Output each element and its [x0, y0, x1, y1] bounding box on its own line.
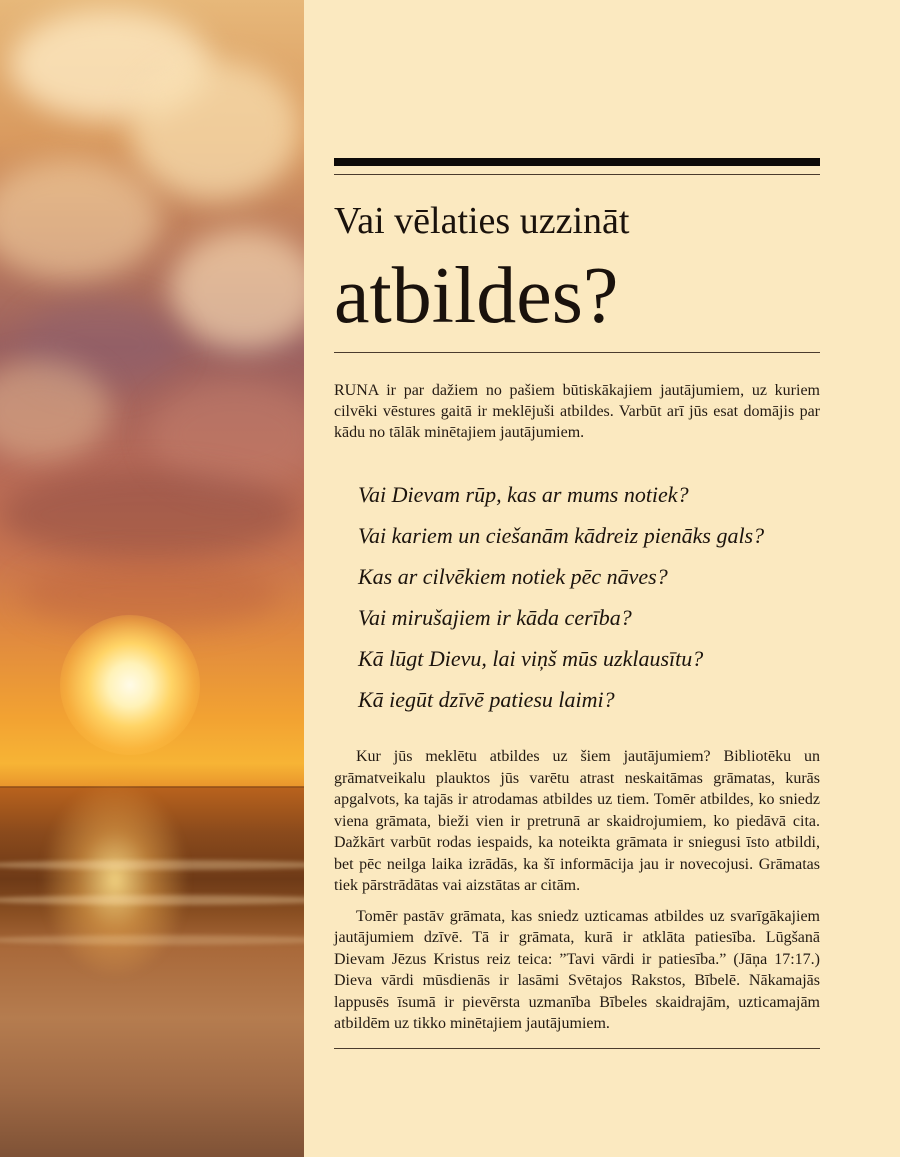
cloud [130, 60, 300, 200]
cloud [0, 160, 160, 280]
question-item: Vai Dievam rūp, kas ar mums notiek? [358, 482, 689, 507]
cloud [170, 230, 304, 350]
question-item: Kā lūgt Dievu, lai viņš mūs uzklausītu? [358, 646, 704, 671]
body-text [334, 746, 820, 1044]
top-thick-rule [334, 158, 820, 166]
wave [0, 935, 304, 945]
question-list [358, 474, 828, 720]
title-line-1: Vai vēlaties uzzināt [334, 200, 630, 242]
wave [0, 895, 304, 905]
intro-paragraph: RUNA ir par dažiem no pašiem būtiskākajiem jautājumiem, uz kuriem cilvēki vēstures gaitā ir meklējuši atbildes. Varbūt arī jūs esat domājis par kādu no tālāk minētajiem jautājumiem. [334, 382, 820, 441]
title-line-2: atbildes? [334, 252, 619, 340]
title-divider [334, 352, 820, 353]
body-paragraph: Tomēr pastāv grāmata, kas sniedz uzticamas atbildes uz svarīgākajiem jautājumiem dzīvē. Tā ir grāmata, kurā ir atklāta patiesība. Lūgšanā Dievam Jēzus Kristus reiz teica: ”Tavi vārdi ir patiesība.” (Jāņa 17:17.) Dieva vārdi mūsdienās ir lasāmi Svētajos Rakstos, Bībelē. Nākamajās lappusēs īsumā ir pievērsta uzmanība Bībeles skaidrajām, uzticamajām atbildēm uz tikko minētajiem jautājumiem. [334, 907, 820, 1032]
sunset-beach-photo [0, 0, 304, 1157]
sun [60, 615, 200, 755]
top-thin-rule [334, 174, 820, 175]
question-item: Kā iegūt dzīvē patiesu laimi? [358, 687, 615, 712]
sun-reflection [40, 780, 190, 980]
wave [0, 860, 304, 870]
cloud [0, 470, 300, 560]
bottom-rule [334, 1048, 820, 1049]
body-paragraph: Kur jūs meklētu atbildes uz šiem jautājumiem? Bibliotēku un grāmatveikalu plauktos jūs varētu atrast neskaitāmas grāmatas, kurās apgalvots, ka tajās ir atrodamas atbildes uz tiem. Tomēr atbildes, ko sniedz viena grāmata, bieži vien ir pretrunā ar skaidrojumiem, ko piedāvā cita. Dažkārt varbūt rodas iespaids, ka noteikta grāmata ir sniegusi īsto atbildi, bet pēc neilga laika izrādās, ka šī informācija jau ir novecojusi. Grāmatas tiek pārstrādātas vai aizstātas ar citām. [334, 748, 820, 894]
question-item: Vai mirušajiem ir kāda cerība? [358, 605, 632, 630]
question-item: Kas ar cilvēkiem notiek pēc nāves? [358, 564, 668, 589]
question-item: Vai kariem un ciešanām kādreiz pienāks gals? [358, 523, 765, 548]
